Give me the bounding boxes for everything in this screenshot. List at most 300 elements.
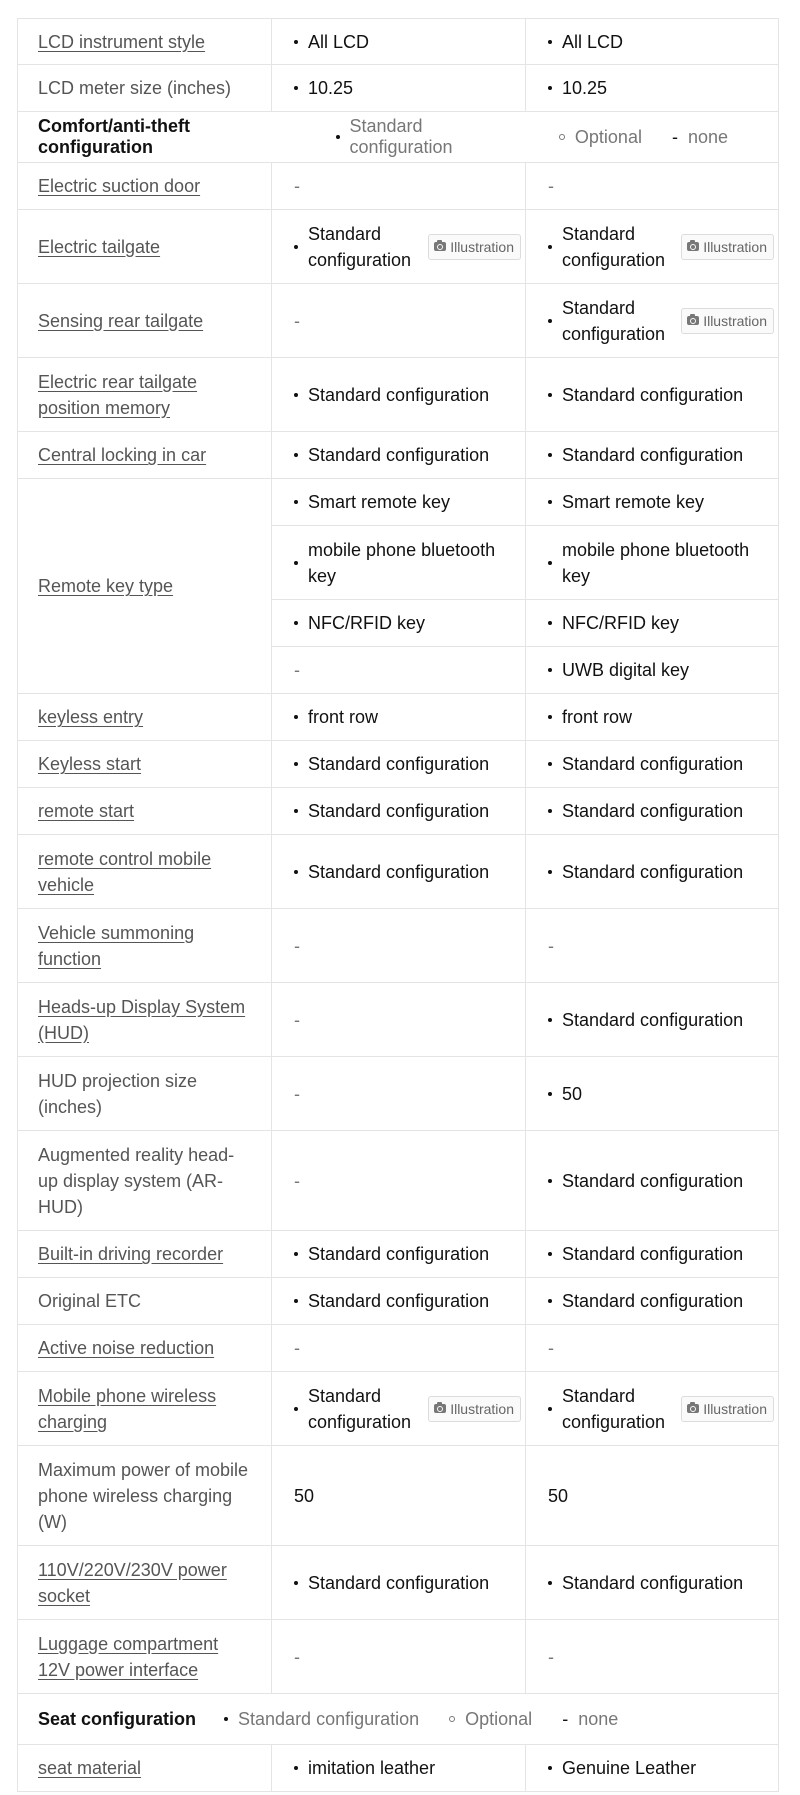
spec-row (17, 1620, 779, 1694)
section-header (17, 112, 779, 163)
spec-value (526, 983, 778, 1056)
trim-2-cell (526, 163, 778, 209)
spec-value-text: - (294, 176, 300, 196)
spec-label-cell (18, 1620, 272, 1693)
spec-value (272, 1325, 525, 1371)
spec-value-text: - (294, 1338, 300, 1358)
spec-value-text: 10.25 (562, 78, 608, 98)
legend-item (672, 127, 728, 148)
spec-value-text: Standard configuration (562, 223, 666, 270)
spec-label: Augmented reality head-up display system (AR-HUD) (38, 1144, 235, 1217)
bullet-dot (548, 1407, 552, 1411)
trim-2-cell (526, 210, 778, 283)
spec-value (272, 1620, 525, 1693)
spec-value-text: Standard configuration (308, 1244, 490, 1264)
bullet-dot (548, 1252, 552, 1256)
spec-value-text: Standard configuration (308, 801, 490, 821)
spec-label-cell (18, 1131, 272, 1230)
bullet-dot (548, 1581, 552, 1585)
bullet-dot (548, 86, 552, 90)
illustration-label: Illustration (703, 238, 767, 255)
spec-label-link[interactable]: remote start (38, 801, 135, 821)
spec-value-text: mobile phone bluetooth key (308, 539, 496, 586)
spec-label-link[interactable]: Central locking in car (38, 445, 207, 465)
spec-value-text: NFC/RFID key (308, 613, 425, 633)
camera-icon (434, 1404, 446, 1413)
trim-1-cell (272, 1546, 526, 1619)
trim-2-cell (526, 1278, 778, 1324)
trim-2-cell (526, 983, 778, 1056)
spec-value (526, 432, 778, 478)
spec-value-text: Genuine Leather (562, 1758, 697, 1778)
spec-label-cell (18, 65, 272, 111)
spec-label-cell (18, 788, 272, 834)
spec-label-cell (18, 1745, 272, 1791)
spec-value (272, 358, 525, 431)
spec-value (272, 1546, 525, 1619)
bullet-dot (548, 453, 552, 457)
bullet-dot (548, 809, 552, 813)
section-title: Comfort/anti-theft configuration (38, 116, 190, 157)
trim-1-cell (272, 1131, 526, 1230)
bullet-dot (294, 1766, 298, 1770)
trim-2-cell (526, 479, 778, 693)
hollow-dot-icon (449, 1716, 455, 1722)
spec-row (17, 741, 779, 788)
spec-value (272, 835, 525, 908)
spec-value (526, 1278, 778, 1324)
spec-value-text: Standard configuration (562, 801, 744, 821)
spec-label-cell (18, 741, 272, 787)
spec-row (17, 1325, 779, 1372)
spec-value (272, 1372, 525, 1445)
spec-label-cell (18, 1057, 272, 1130)
spec-label-cell (18, 1546, 272, 1619)
spec-value (272, 1278, 525, 1324)
spec-value (272, 1057, 525, 1130)
bullet-dot (548, 245, 552, 249)
trim-1-cell (272, 1745, 526, 1791)
spec-label-cell (18, 1325, 272, 1371)
spec-value (526, 788, 778, 834)
hollow-dot-icon (559, 134, 565, 140)
spec-label-link[interactable]: 110V/220V/230V power socket (38, 1559, 227, 1606)
spec-row (17, 909, 779, 983)
spec-value (272, 599, 525, 646)
illustration-label: Illustration (450, 238, 514, 255)
trim-2-cell (526, 1131, 778, 1230)
bullet-dot (294, 1252, 298, 1256)
spec-value (526, 210, 778, 283)
spec-row (17, 284, 779, 358)
bullet-dot (548, 1299, 552, 1303)
section-title: Seat configuration (38, 1708, 197, 1729)
trim-2-cell (526, 1057, 778, 1130)
spec-label-cell (18, 210, 272, 283)
bullet-dot (548, 319, 552, 323)
spec-label-cell (18, 19, 272, 64)
spec-label-link[interactable]: seat material (38, 1758, 142, 1778)
spec-label-link[interactable]: Electric rear tailgate position memory (38, 371, 198, 418)
spec-label-link[interactable]: Remote key type (38, 576, 174, 596)
illustration-label: Illustration (703, 312, 767, 329)
spec-value (526, 19, 778, 64)
bullet-dot (294, 561, 298, 565)
spec-value-text: - (294, 935, 300, 956)
spec-value-text: Standard configuration (562, 754, 744, 774)
spec-value-text: - (294, 660, 300, 680)
bullet-dot (548, 393, 552, 397)
bullet-dot (294, 1581, 298, 1585)
spec-row (17, 1546, 779, 1620)
filled-dot-icon (224, 1717, 228, 1721)
spec-value (272, 284, 525, 357)
spec-label: Original ETC (38, 1291, 142, 1311)
spec-value-text: - (548, 935, 554, 956)
spec-row (17, 358, 779, 432)
spec-value (526, 909, 778, 982)
spec-row (17, 163, 779, 210)
legend-label: none (578, 1708, 619, 1729)
spec-label-cell (18, 835, 272, 908)
spec-row (17, 479, 779, 694)
spec-value-text: 50 (548, 1485, 569, 1506)
spec-label-cell (18, 479, 272, 693)
bullet-dot (294, 1299, 298, 1303)
bullet-dot (294, 762, 298, 766)
bullet-dot (294, 500, 298, 504)
spec-row (17, 1446, 779, 1546)
spec-value-text: Standard configuration (562, 1009, 744, 1030)
bullet-dot (548, 621, 552, 625)
bullet-dot (294, 809, 298, 813)
spec-value (272, 163, 525, 209)
legend-item (449, 1709, 532, 1730)
trim-1-cell (272, 479, 526, 693)
spec-value (272, 65, 525, 111)
trim-2-cell (526, 1745, 778, 1791)
spec-value-text: - (548, 176, 554, 196)
spec-label-link[interactable]: Luggage compartment 12V power interface (38, 1633, 219, 1680)
spec-value-text: All LCD (562, 31, 624, 52)
camera-icon (434, 242, 446, 251)
spec-label: LCD meter size (inches) (38, 78, 232, 98)
section-header (17, 1694, 779, 1745)
spec-value (272, 646, 525, 693)
trim-2-cell (526, 1446, 778, 1545)
spec-label-cell (18, 694, 272, 740)
legend-item (562, 1709, 618, 1730)
spec-value (526, 358, 778, 431)
spec-value-text: - (548, 1338, 554, 1358)
trim-1-cell (272, 835, 526, 908)
trim-2-cell (526, 1546, 778, 1619)
bullet-dot (548, 500, 552, 504)
trim-2-cell (526, 432, 778, 478)
spec-value (272, 525, 525, 599)
spec-value (272, 983, 525, 1056)
spec-value (272, 1131, 525, 1230)
trim-1-cell (272, 1325, 526, 1371)
camera-icon (687, 242, 699, 251)
legend-item (559, 127, 642, 148)
legend-label: Standard configuration (349, 116, 453, 157)
spec-row (17, 694, 779, 741)
spec-value-text: Smart remote key (562, 492, 705, 512)
trim-1-cell (272, 788, 526, 834)
spec-value-text: All LCD (308, 31, 370, 52)
trim-1-cell (272, 983, 526, 1056)
spec-value-text: 50 (294, 1485, 315, 1506)
spec-label-cell (18, 163, 272, 209)
spec-row (17, 432, 779, 479)
legend-label: Optional (574, 126, 642, 147)
spec-value (526, 1546, 778, 1619)
spec-value-text: Standard configuration (308, 445, 490, 465)
bullet-dot (548, 40, 552, 44)
trim-2-cell (526, 741, 778, 787)
spec-row (17, 210, 779, 284)
trim-1-cell (272, 1231, 526, 1277)
trim-1-cell (272, 741, 526, 787)
trim-2-cell (526, 1231, 778, 1277)
trim-1-cell (272, 1278, 526, 1324)
spec-value (526, 479, 778, 525)
illustration-button[interactable] (428, 234, 521, 260)
trim-1-cell (272, 19, 526, 64)
trim-2-cell (526, 835, 778, 908)
spec-label-cell (18, 1446, 272, 1545)
spec-label-link[interactable]: Heads-up Display System (HUD) (38, 996, 246, 1043)
spec-row (17, 835, 779, 909)
legend-label: Standard configuration (238, 1708, 420, 1729)
trim-1-cell (272, 163, 526, 209)
spec-label: HUD projection size (inches) (38, 1070, 198, 1117)
spec-row (17, 65, 779, 112)
spec-value (272, 741, 525, 787)
spec-label-link[interactable]: Electric suction door (38, 176, 201, 196)
bullet-dot (294, 1407, 298, 1411)
spec-value-text: 50 (562, 1083, 583, 1104)
spec-label: Maximum power of mobile phone wireless charging (W) (38, 1459, 249, 1532)
spec-label-cell (18, 358, 272, 431)
spec-value-text: Standard configuration (308, 223, 412, 270)
spec-value-text: Standard configuration (308, 1385, 412, 1432)
spec-value (526, 1620, 778, 1693)
spec-value-text: Standard configuration (308, 754, 490, 774)
bullet-dot (294, 715, 298, 719)
filled-dot-icon (336, 135, 340, 139)
bullet-dot (294, 86, 298, 90)
spec-row (17, 1372, 779, 1446)
spec-value-text: Standard configuration (308, 1291, 490, 1311)
spec-label-cell (18, 284, 272, 357)
spec-label-link[interactable]: LCD instrument style (38, 31, 206, 52)
illustration-button[interactable] (681, 234, 774, 260)
spec-value-text: Standard configuration (562, 445, 744, 465)
spec-value (272, 19, 525, 64)
spec-table (17, 18, 779, 1792)
legend-item (224, 1709, 419, 1730)
spec-label-link[interactable]: Built-in driving recorder (38, 1244, 224, 1264)
spec-value-text: mobile phone bluetooth key (562, 539, 750, 586)
spec-value-text: - (294, 1646, 300, 1667)
bullet-dot (294, 453, 298, 457)
spec-row (17, 18, 779, 65)
spec-label-cell (18, 983, 272, 1056)
camera-icon (687, 1404, 699, 1413)
trim-2-cell (526, 909, 778, 982)
spec-value-text: Standard configuration (562, 1572, 744, 1593)
spec-value (272, 210, 525, 283)
spec-value (526, 1057, 778, 1130)
spec-row (17, 1278, 779, 1325)
legend-label: Optional (465, 1708, 533, 1729)
trim-2-cell (526, 1325, 778, 1371)
spec-value-text: Standard configuration (308, 861, 490, 882)
spec-value-text: - (294, 310, 300, 331)
spec-value (526, 1745, 778, 1791)
bullet-dot (548, 1179, 552, 1183)
trim-2-cell (526, 65, 778, 111)
bullet-dot (548, 668, 552, 672)
bullet-dot (294, 393, 298, 397)
bullet-dot (548, 1092, 552, 1096)
trim-1-cell (272, 1057, 526, 1130)
trim-1-cell (272, 210, 526, 283)
spec-value (526, 163, 778, 209)
bullet-dot (548, 715, 552, 719)
bullet-dot (548, 1018, 552, 1022)
spec-value-text: Standard configuration (308, 1572, 490, 1593)
spec-value (526, 65, 778, 111)
bullet-dot (294, 245, 298, 249)
legend-label: none (687, 126, 728, 147)
trim-1-cell (272, 65, 526, 111)
spec-value-text: 10.25 (308, 78, 354, 98)
spec-label-link[interactable]: keyless entry (38, 707, 144, 727)
spec-value (526, 1231, 778, 1277)
spec-value (526, 1446, 778, 1545)
illustration-button[interactable] (681, 1396, 774, 1422)
spec-value-text: Smart remote key (308, 492, 451, 512)
spec-value (272, 432, 525, 478)
spec-value-text: - (294, 1083, 300, 1104)
spec-value-text: Standard configuration (562, 1244, 744, 1264)
trim-2-cell (526, 1620, 778, 1693)
bullet-dot (548, 762, 552, 766)
spec-value (272, 694, 525, 740)
trim-1-cell (272, 909, 526, 982)
spec-row (17, 983, 779, 1057)
spec-value-text: - (294, 1170, 300, 1191)
spec-value-text: Standard configuration (562, 1291, 744, 1311)
trim-1-cell (272, 1372, 526, 1445)
bullet-dot (548, 870, 552, 874)
trim-2-cell (526, 1372, 778, 1445)
spec-value (272, 479, 525, 525)
spec-value (526, 741, 778, 787)
spec-value-text: UWB digital key (562, 660, 690, 680)
spec-label-link[interactable]: Mobile phone wireless charging (38, 1385, 217, 1432)
bullet-dot (294, 621, 298, 625)
spec-label-link[interactable]: Active noise reduction (38, 1338, 215, 1358)
trim-1-cell (272, 358, 526, 431)
spec-value (526, 1131, 778, 1230)
spec-row (17, 1745, 779, 1792)
bullet-dot (548, 1766, 552, 1770)
legend-item (336, 116, 529, 158)
trim-1-cell (272, 432, 526, 478)
dash-icon: - (671, 126, 678, 147)
spec-label-cell (18, 1231, 272, 1277)
trim-2-cell (526, 358, 778, 431)
trim-2-cell (526, 19, 778, 64)
trim-2-cell (526, 284, 778, 357)
spec-value-text: Standard configuration (562, 861, 744, 882)
spec-value (526, 599, 778, 646)
spec-value-text: front row (308, 707, 379, 727)
spec-value-text: Standard configuration (562, 384, 744, 405)
illustration-button[interactable] (681, 308, 774, 334)
spec-value-text: Standard configuration (562, 1385, 666, 1432)
spec-label-link[interactable]: remote control mobile vehicle (38, 848, 212, 895)
spec-value-text: NFC/RFID key (562, 613, 679, 633)
spec-label-cell (18, 1372, 272, 1445)
bullet-dot (294, 40, 298, 44)
spec-value-text: front row (562, 707, 633, 727)
spec-label-link[interactable]: Vehicle summoning function (38, 922, 195, 969)
illustration-label: Illustration (703, 1400, 767, 1417)
spec-value (526, 284, 778, 357)
spec-value (526, 525, 778, 599)
spec-label-cell (18, 432, 272, 478)
spec-value-text: Standard configuration (308, 384, 490, 405)
spec-value (526, 835, 778, 908)
spec-value-text: Standard configuration (562, 297, 666, 344)
spec-value (272, 1231, 525, 1277)
spec-label-cell (18, 1278, 272, 1324)
spec-label-cell (18, 909, 272, 982)
spec-value (526, 1372, 778, 1445)
spec-label-link[interactable]: Keyless start (38, 754, 142, 774)
trim-1-cell (272, 694, 526, 740)
bullet-dot (548, 561, 552, 565)
camera-icon (687, 316, 699, 325)
illustration-label: Illustration (450, 1400, 514, 1417)
spec-value-text: imitation leather (308, 1758, 436, 1778)
spec-label-link[interactable]: Sensing rear tailgate (38, 310, 204, 331)
spec-row (17, 788, 779, 835)
spec-value-text: - (548, 1646, 554, 1667)
spec-value-text: - (294, 1009, 300, 1030)
trim-2-cell (526, 788, 778, 834)
spec-row (17, 1231, 779, 1278)
spec-value (526, 694, 778, 740)
trim-2-cell (526, 694, 778, 740)
trim-1-cell (272, 1620, 526, 1693)
spec-value (272, 1446, 525, 1545)
spec-value (272, 1745, 525, 1791)
bullet-dot (294, 870, 298, 874)
spec-value (272, 909, 525, 982)
spec-value-text: Standard configuration (562, 1170, 744, 1191)
illustration-button[interactable] (428, 1396, 521, 1422)
spec-row (17, 1131, 779, 1231)
dash-icon: - (562, 1708, 569, 1729)
spec-label-link[interactable]: Electric tailgate (38, 236, 161, 257)
spec-value (526, 646, 778, 693)
